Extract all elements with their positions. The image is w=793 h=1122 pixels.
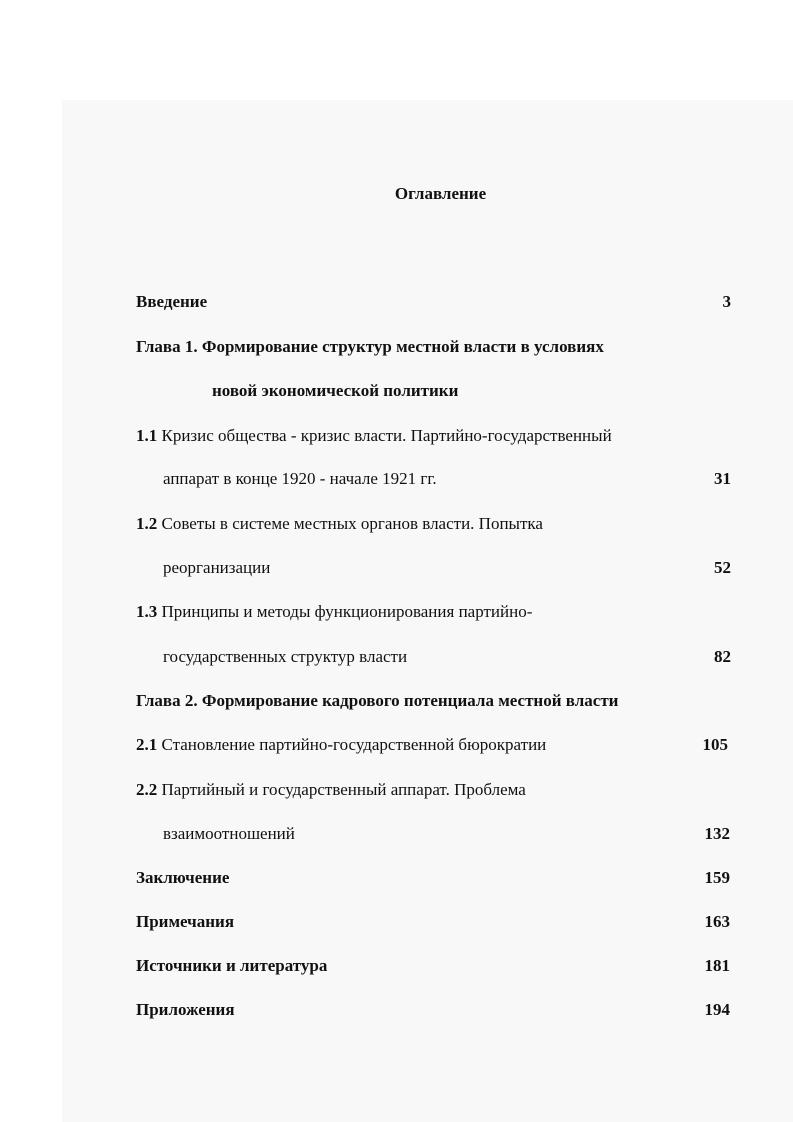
toc-entry-section-2-2[interactable] (136, 778, 731, 802)
toc-entry-text: Кризис общества - кризис власти. Партийно-государственный (161, 426, 612, 445)
toc-entry-text: Принципы и методы функционирования партийно- (161, 602, 533, 621)
toc-entry-page: 194 (704, 1000, 730, 1019)
toc-entry-text: реорганизации (163, 558, 271, 577)
toc-entry-page: 132 (704, 824, 730, 843)
toc-entry-text: Партийный и государственный аппарат. Проблема (161, 780, 526, 799)
toc-entry-text: государственных структур власти (163, 647, 408, 666)
toc-entry-section-2-2-cont[interactable] (163, 822, 731, 846)
toc-entry-number: 2.1 (136, 735, 158, 754)
toc-entry-text: взаимоотношений (163, 824, 295, 843)
toc-entry-introduction[interactable] (136, 290, 731, 314)
toc-entry-text: аппарат в конце 1920 - начале 1921 гг. (163, 469, 437, 488)
toc-entry-number: 1.1 (136, 426, 158, 445)
toc-entry-text: Приложения (136, 1000, 235, 1019)
toc-entry-text: новой экономической политики (212, 381, 459, 400)
toc-entry-page: 181 (704, 956, 730, 975)
toc-entry-section-1-3-cont[interactable] (163, 645, 731, 669)
toc-entry-text: Заключение (136, 868, 230, 887)
toc-entry-page: 163 (704, 912, 730, 931)
toc-entry-section-1-2[interactable] (136, 512, 731, 536)
toc-entry-appendices[interactable] (136, 998, 731, 1022)
toc-entry-chapter-2[interactable] (136, 689, 731, 713)
toc-entry-text: Советы в системе местных органов власти. Попытка (161, 514, 543, 533)
toc-entry-page: 105 (702, 735, 728, 754)
toc-entry-number: 1.3 (136, 602, 158, 621)
toc-entry-text: Глава 2. Формирование кадрового потенциала местной власти (136, 691, 619, 710)
toc-entry-page: 159 (704, 868, 730, 887)
toc-entry-text: Становление партийно-государственной бюрократии (161, 735, 547, 754)
toc-entry-text: Глава 1. Формирование структур местной власти в условиях (136, 337, 604, 356)
toc-title: Оглавление (394, 184, 487, 203)
toc-entry-section-1-3[interactable] (136, 600, 731, 624)
toc-entry-sources[interactable] (136, 954, 731, 978)
toc-entry-page: 31 (714, 469, 731, 488)
toc-entry-number: 2.2 (136, 780, 158, 799)
toc-entry-section-2-1[interactable] (136, 733, 731, 757)
toc-entry-page: 52 (714, 558, 731, 577)
toc-entry-text: Примечания (136, 912, 235, 931)
toc-entry-section-1-1-cont[interactable] (163, 467, 731, 491)
toc-entry-section-1-1[interactable] (136, 424, 731, 448)
toc-entry-text: Введение (136, 292, 208, 311)
toc-entry-section-1-2-cont[interactable] (163, 556, 731, 580)
toc-entry-notes[interactable] (136, 910, 731, 934)
toc-entry-chapter-1-cont[interactable] (212, 379, 731, 403)
toc-entry-number: 1.2 (136, 514, 158, 533)
toc-entry-page: 82 (714, 647, 731, 666)
toc-entry-conclusion[interactable] (136, 866, 731, 890)
toc-entry-page: 3 (722, 292, 731, 311)
toc-entry-text: Источники и литература (136, 956, 328, 975)
toc-entry-chapter-1[interactable] (136, 335, 731, 359)
